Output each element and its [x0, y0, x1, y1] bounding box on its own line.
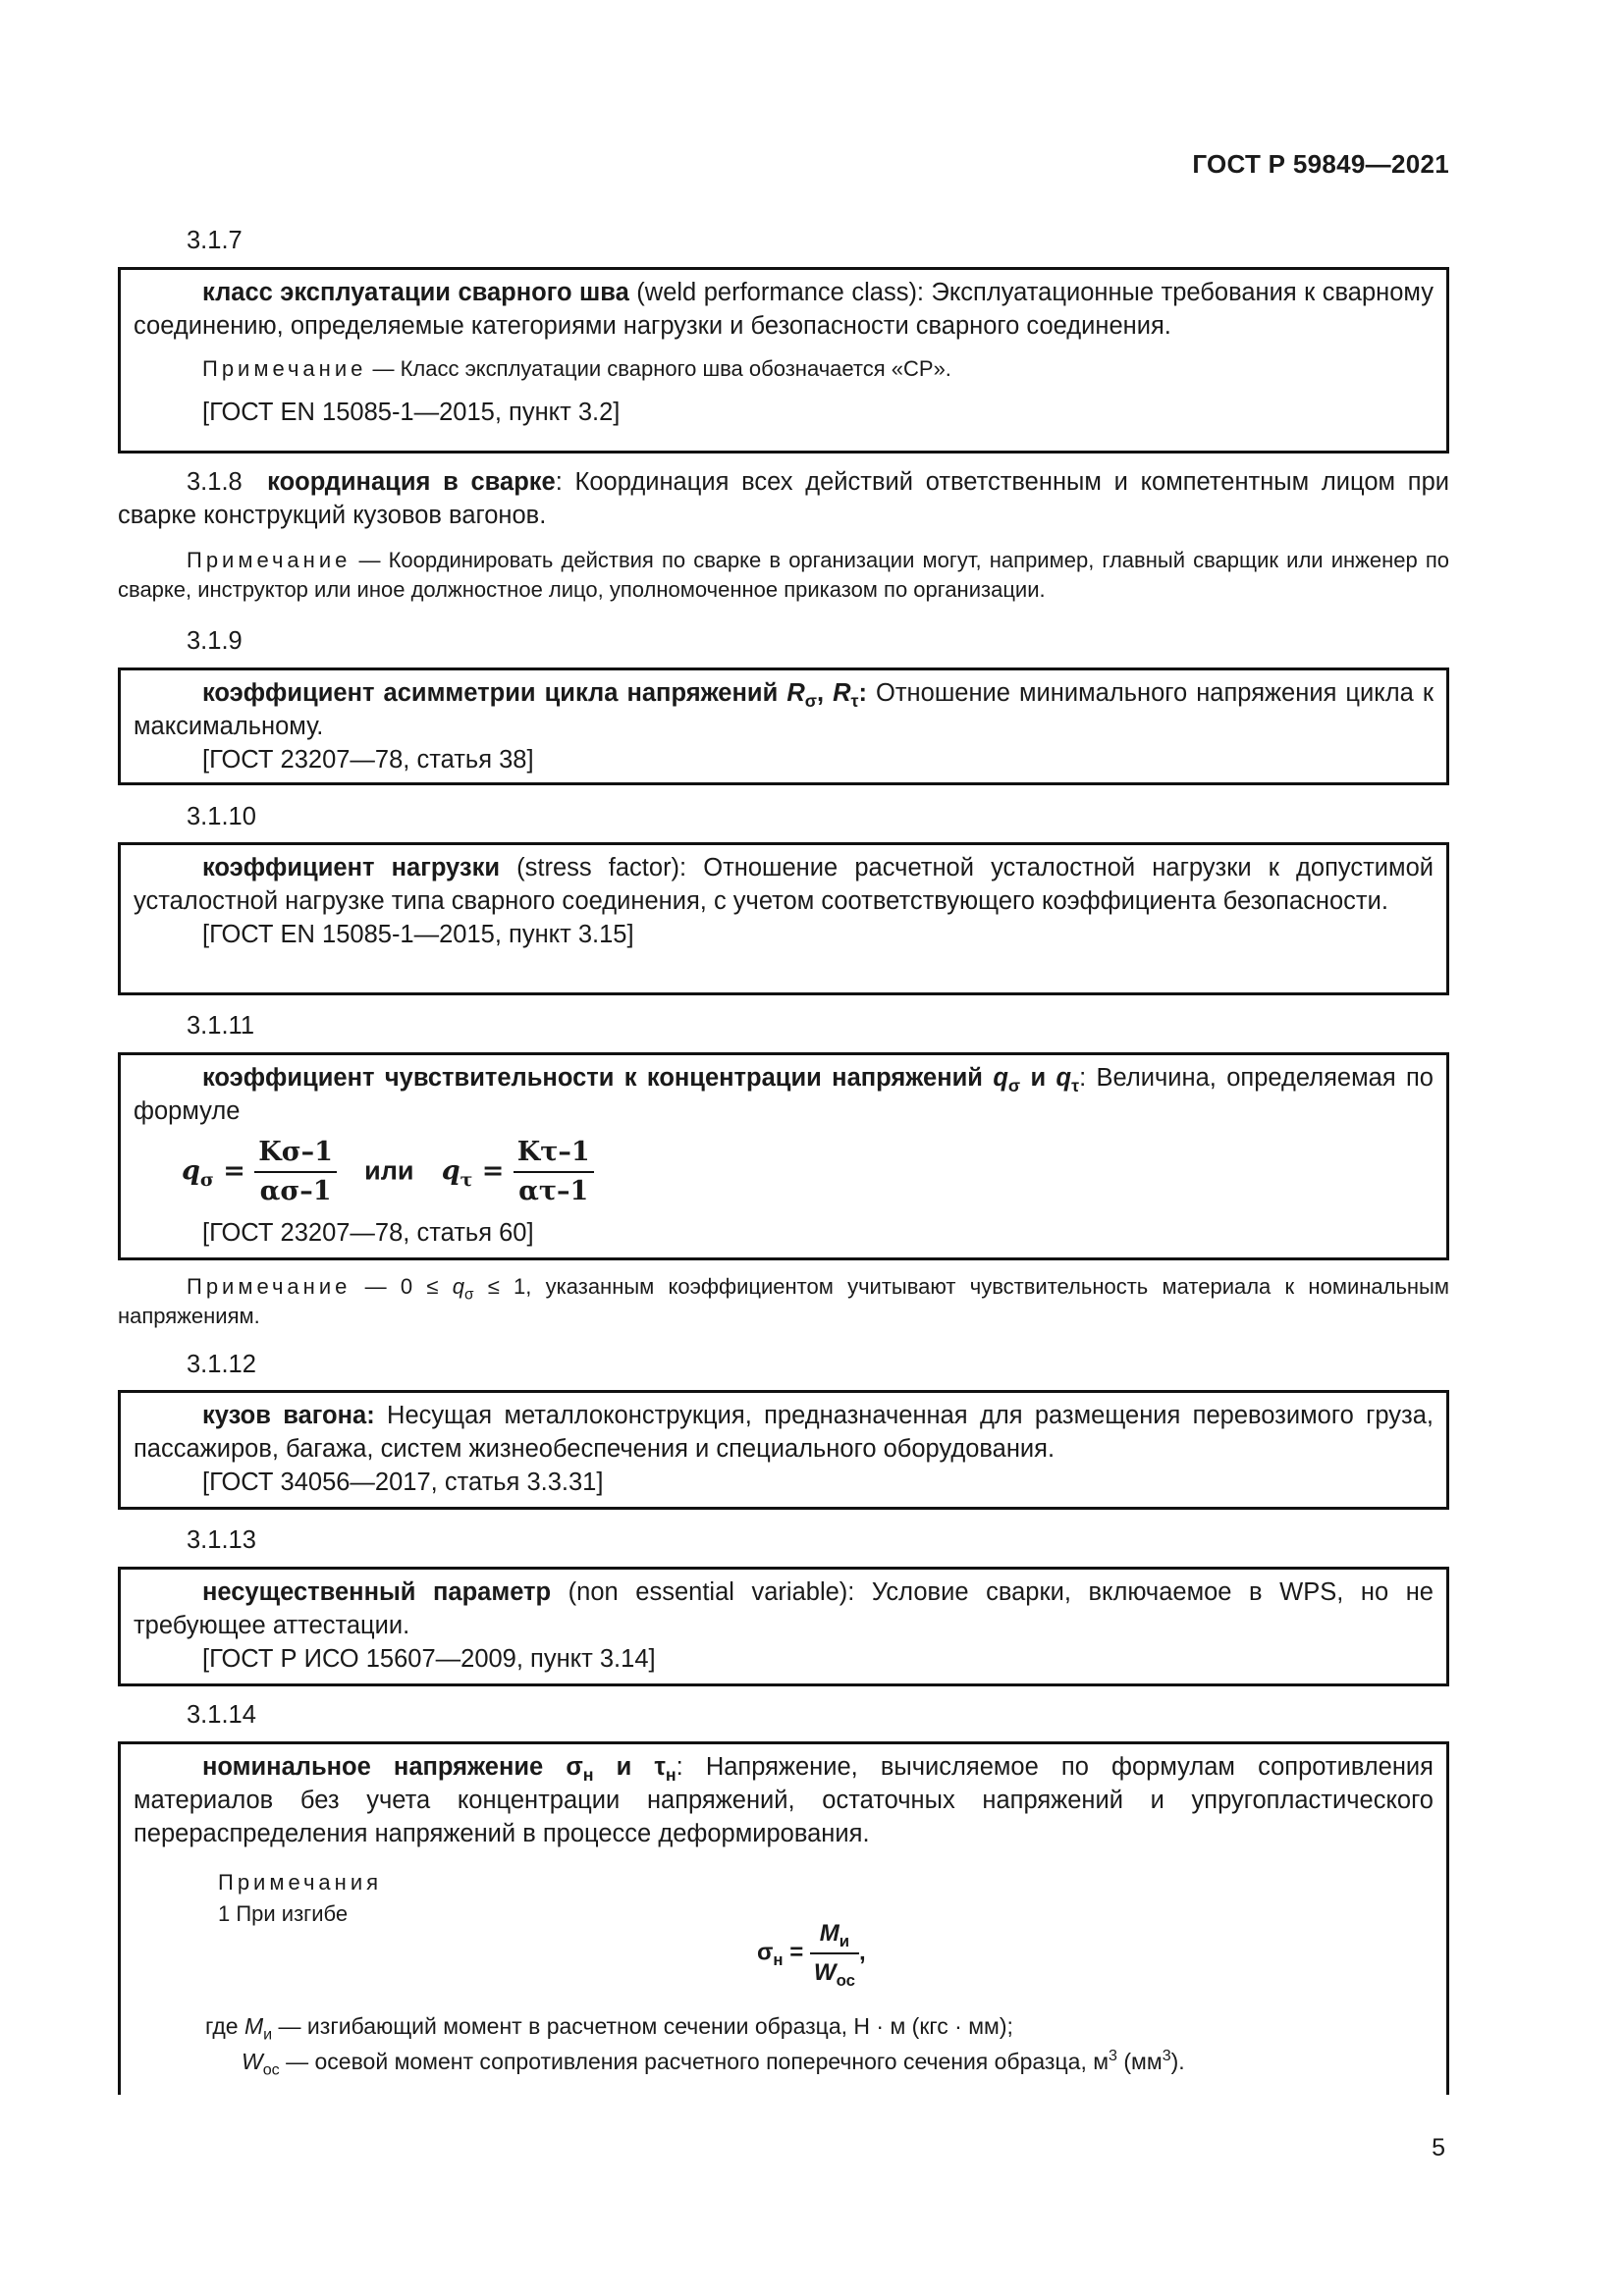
source-ref: [ГОСТ EN 15085-1—2015, пункт 3.15]	[202, 921, 634, 948]
where-line-1: где $М_и$ — изгибающий момент в расчетном сечении образца, Н · м (кгс · мм);	[205, 2013, 1013, 2044]
fraction: $\frac{K\tau-1}{\alpha\tau-1}$	[514, 1136, 594, 1208]
term: координация в сварке	[267, 468, 556, 496]
definition-text: класс эксплуатации сварного шва (weld performance class): Эксплуатационные требования к сварному соединению, определяемые категориями нагрузки и безопасности сварного соединения.	[134, 279, 1434, 340]
definition-box-3-1-10	[118, 842, 1449, 995]
definition-text: номинальное напряжение $\sigma_н$ и $\tau_н$: Напряжение, вычисляемое по формулам сопротивления материалов без учета концентрации напряжений, остаточных напряжений и упругопластического перераспределения напряжений в процессе деформирования.	[134, 1753, 1434, 1847]
fraction: $\frac{K\sigma-1}{\alpha\sigma-1}$	[254, 1136, 337, 1208]
definition-text: кузов вагона: Несущая металлоконструкция, предназначенная для размещения перевозимого груза, пассажиров, багажа, систем жизнеобеспечения и специального оборудования.	[134, 1402, 1434, 1463]
definition-text: несущественный параметр (non essential variable): Условие сварки, включаемое в WPS, но не требующее аттестации.	[134, 1578, 1434, 1639]
notes-label: Примечания	[218, 1870, 383, 1895]
term: номинальное напряжение $\sigma_н$ и $\tau_н$	[202, 1753, 677, 1786]
source-ref: [ГОСТ EN 15085-1—2015, пункт 3.2]	[202, 399, 621, 426]
formula-q: $q_\sigma$ = $\frac{K\sigma-1}{\alpha\sigma-1}$ или $q_\tau$ = $\frac{K\tau-1}{\alpha\tau-1}$	[182, 1136, 594, 1208]
note: Примечание — Координировать действия по сварке в организации могут, например, главный сварщик или инженер по сварке, инструктор или иное должностное лицо, уполномоченное приказом по организации.	[118, 548, 1449, 602]
source-ref: [ГОСТ Р ИСО 15607—2009, пункт 3.14]	[202, 1645, 656, 1673]
term: коэффициент асимметрии цикла напряжений	[202, 679, 779, 707]
term: коэффициент нагрузки	[202, 854, 501, 881]
clause-3-1-8	[118, 465, 1449, 605]
definition-box-3-1-13	[118, 1567, 1449, 1686]
note: Примечание — Класс эксплуатации сварного шва обозначается «CP».	[202, 356, 951, 381]
definition-box-3-1-9	[118, 667, 1449, 785]
definition-text: 3.1.8 координация в сварке: Координация всех действий ответственным и компетентным лицом при сварке конструкций кузовов вагонов.	[118, 468, 1449, 529]
clause-number: 3.1.14	[187, 1701, 256, 1729]
definition-box-3-1-12	[118, 1390, 1449, 1510]
page-header: ГОСТ Р 59849—2021	[1192, 149, 1449, 179]
clause-number: 3.1.13	[187, 1526, 256, 1554]
definition-box-3-1-11	[118, 1052, 1449, 1260]
clause-number: 3.1.11	[187, 1012, 255, 1040]
page-number: 5	[1432, 2134, 1445, 2162]
source-ref: [ГОСТ 23207—78, статья 38]	[202, 746, 534, 774]
definition-text: коэффициент чувствительности к концентрации напряжений $q_\sigma$ и $q_\tau$: Величина, определяемая по формуле	[134, 1064, 1434, 1125]
term: коэффициент чувствительности к концентрации напряжений	[202, 1064, 983, 1092]
note-item: 1 При изгибе	[218, 1901, 349, 1926]
definition-text: коэффициент нагрузки (stress factor): Отношение расчетной усталостной нагрузки к допустимой усталостной нагрузке типа сварного соединения, с учетом соответствующего коэффициента безопасности.	[134, 854, 1434, 915]
note-3-1-11: Примечание — $0 \le q_\sigma \le 1$, указанным коэффициентом учитывают чувствительность материала к номинальным напряжениям.	[118, 1274, 1449, 1328]
where-line-2: $W_{ос}$ — осевой момент сопротивления расчетного поперечного сечения образца, $м^3$ $(мм^3)$.	[242, 2047, 1185, 2079]
definition-text: коэффициент асимметрии цикла напряжений $R_\sigma$, $R_\tau$: Отношение минимального напряжения цикла к максимальному.	[134, 679, 1434, 740]
source-ref: [ГОСТ 23207—78, статья 60]	[202, 1219, 534, 1247]
definition-box-3-1-14	[118, 1741, 1449, 2095]
source-ref: [ГОСТ 34056—2017, статья 3.3.31]	[202, 1468, 604, 1496]
term: несущественный параметр	[202, 1578, 552, 1606]
formula-sigma: $\sigma_н$ = $\frac{М_и}{W_{ос}}$ ,	[757, 1917, 866, 1990]
clause-number: 3.1.12	[187, 1351, 256, 1378]
definition-box-3-1-7	[118, 267, 1449, 454]
term: класс эксплуатации сварного шва	[202, 279, 629, 306]
term: кузов вагона:	[202, 1402, 375, 1429]
clause-number: 3.1.7	[187, 227, 243, 254]
fraction: $\frac{М_и}{W_{ос}}$	[810, 1917, 859, 1990]
clause-number: 3.1.9	[187, 627, 243, 655]
clause-number: 3.1.10	[187, 803, 256, 830]
